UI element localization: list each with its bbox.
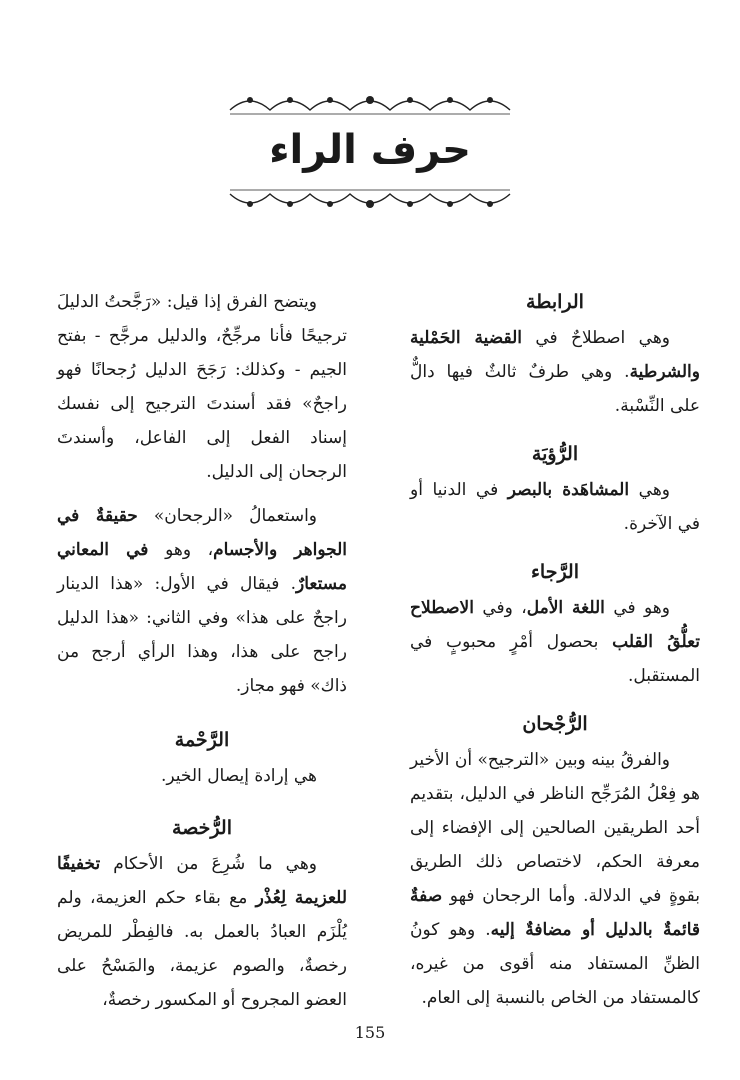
entry-body-rujhan: والفرقُ بينه وبين «الترجيح» أن الأخير هو فِعْلُ المُرَجِّح الناظر في الدليل، بتقديم أحد الطريقين الصالحين إلى الإفضاء إلى معرفة الحكم، لاختصاص ذلك الطريق بقوةٍ في الدلالة. وأما الرجحان فهو صفةٌ قائمةٌ بالدليل أو مضافةٌ إليه. وهو كونُ الظنِّ المستفاد منه أقوى من غيره، كالمستفاد من الخاص بالنسبة إلى العام. bbox=[410, 750, 701, 1008]
rujhan-continuation: ويتضح الفرق إذا قيل: «رَجَّحتُ الدليلَ ترجيحًا فأنا مرجِّحٌ، والدليل مرجَّح - بفتح الجيم - وكذلك: رَجَحَ الدليل رُجحانًا فهو راجحٌ» فقد أسندتَ الترجيح إلى نفسك إسناد الفعل إلى الفاعل، وأسندتَ الرجحان إلى الدليل. bbox=[57, 292, 347, 482]
bottom-ornament bbox=[225, 186, 515, 216]
entry-title-raja: الرَّجاء bbox=[530, 561, 580, 583]
entry-body-rabita: وهي اصطلاحٌ في القضية الحَمْلية والشرطية. وهي طرفٌ ثالثٌ فيها دالٌّ على النِّسْبة. bbox=[410, 328, 700, 416]
entry-body-rahma: هي إرادة إيصال الخير. bbox=[161, 766, 317, 786]
rujhan-usage: واستعمالُ «الرجحان» حقيقةٌ في الجواهر والأجسام، وهو في المعاني مستعارٌ. فيقال في الأول: «هذا الدينار راجحٌ على هذا» وفي الثاني: «هذا الدليل راجح على هذا، وهذا الرأي أرجح من ذاك» فهو مجاز. bbox=[57, 506, 348, 696]
top-ornament bbox=[225, 88, 515, 118]
left-column bbox=[57, 285, 347, 1017]
entry-title-rahma: الرَّحْمة bbox=[174, 729, 230, 751]
entry-body-ruya: وهي المشاهَدة بالبصر في الدنيا أو في الآخرة. bbox=[410, 480, 700, 534]
entry-title-rukhsa: الرُّخصة bbox=[172, 817, 232, 839]
chapter-title: حرف الراء bbox=[269, 127, 471, 173]
entry-title-rujhan: الرُّجْحان bbox=[522, 713, 588, 735]
entry-title-rabita: الرابطة bbox=[526, 291, 584, 313]
entry-body-rukhsa: وهي ما شُرِعَ من الأحكام تخفيفًا للعزيمة لِعُذْر مع بقاء حكم العزيمة، ولم يُلْزَم العبادُ بالعمل به. فالفِطْر للمريض رخصةٌ، والصوم عزيمة، والمَسْحُ على العضو المجروح أو المكسور رخصةٌ، bbox=[57, 854, 347, 1010]
entry-title-ruya: الرُّؤيَة bbox=[531, 443, 579, 465]
right-column bbox=[410, 285, 700, 1015]
entry-body-raja: وهو في اللغة الأمل، وفي الاصطلاح تعلُّقُ القلب بحصول أمْرٍ محبوبٍ في المستقبل. bbox=[410, 598, 700, 686]
page-number: 155 bbox=[354, 1023, 386, 1042]
